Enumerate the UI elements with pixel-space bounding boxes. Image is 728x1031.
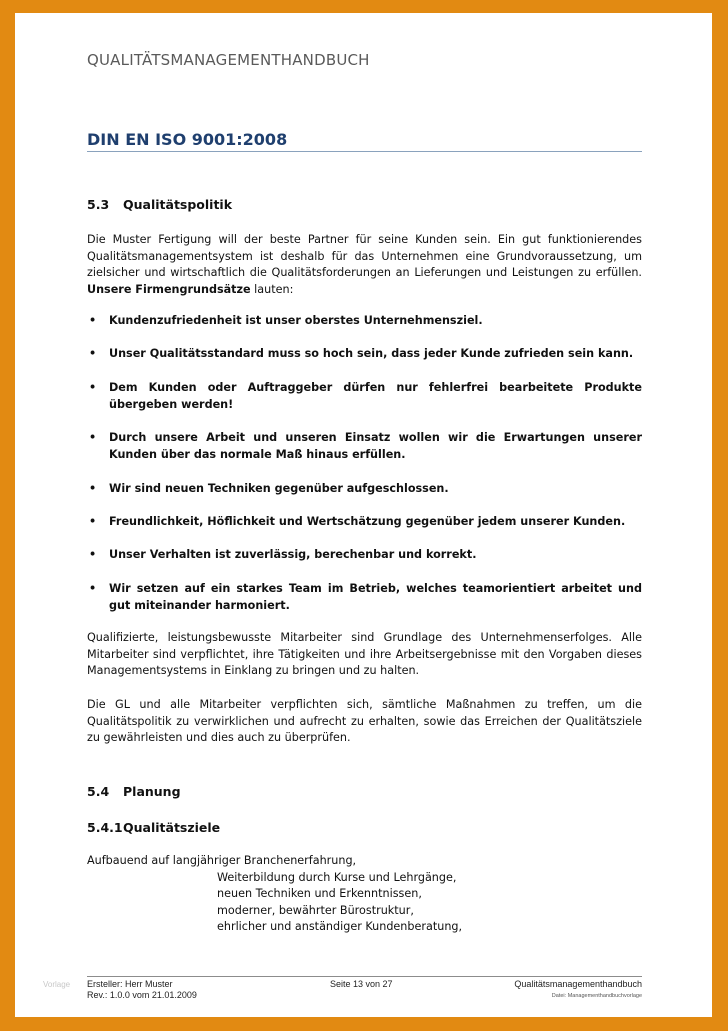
section-title: Planung — [123, 784, 181, 799]
policy-intro-paragraph — [87, 232, 642, 298]
subsection-heading-5-4-1 — [87, 820, 220, 835]
goals-line: Aufbauend auf langjähriger Branchenerfahrung, — [87, 854, 357, 867]
footer-page-number: Seite 13 von 27 — [330, 979, 393, 989]
list-item — [87, 547, 642, 564]
document-title: QUALITÄTSMANAGEMENTHANDBUCH — [87, 51, 370, 69]
section-number: 5.3 — [87, 197, 110, 212]
bullet-icon: • — [89, 314, 97, 327]
employees-paragraph: Qualifizierte, leistungsbewusste Mitarbeiter sind Grundlage des Unternehmenserfolges. Alle Mitarbeiter sind verpflichtet, ihre Tätigkeiten und ihre Arbeitsergebnisse mit den Vorgaben dieses Managementsystems in Einklang zu bringen und zu halten. — [87, 631, 642, 677]
principle-text: Kundenzufriedenheit ist unser oberstes Unternehmensziel. — [109, 314, 483, 327]
footer-divider — [87, 976, 642, 977]
section-title: Qualitätsziele — [123, 820, 221, 835]
list-item — [87, 481, 642, 498]
section-number: 5.4.1 — [87, 820, 123, 835]
section-title: Qualitätspolitik — [123, 197, 233, 212]
bullet-icon: • — [89, 548, 97, 561]
goals-line: ehrlicher und anständiger Kundenberatung, — [217, 920, 463, 933]
list-item — [87, 346, 642, 363]
bullet-icon: • — [89, 381, 97, 394]
bullet-icon: • — [89, 347, 97, 360]
policy-intro-text: Die Muster Fertigung will der beste Partner für seine Kunden sein. Ein gut funktionierendes Qualitätsmanagementsystem ist deshalb für das Unternehmen eine Grundvoraussetzung, um zielsicher und wirtschaftlich die Qualitätsforderungen an Lieferungen und Leistungen zu erfüllen. — [87, 233, 642, 279]
footer-file-name: Datei: Managementhandbuchvorlage — [551, 993, 642, 999]
standard-heading: DIN EN ISO 9001:2008 — [87, 130, 642, 152]
list-item — [87, 514, 642, 531]
commitment-paragraph: Die GL und alle Mitarbeiter verpflichten sich, sämtliche Maßnahmen zu treffen, um die Qualitätspolitik zu verwirklichen und aufrecht zu erhalten, sowie das Erreichen der Qualitätsziele zu gewährleisten und dies auch zu überprüfen. — [87, 698, 642, 744]
principle-text: Unser Qualitätsstandard muss so hoch sein, dass jeder Kunde zufrieden sein kann. — [109, 347, 634, 360]
principle-text: Dem Kunden oder Auftraggeber dürfen nur fehlerfrei bearbeitete Produkte übergeben werden! — [109, 381, 642, 411]
document-page — [15, 13, 712, 1017]
bullet-icon: • — [89, 431, 97, 444]
footer-author: Ersteller: Herr Muster — [87, 979, 173, 989]
principle-text: Freundlichkeit, Höflichkeit und Wertschätzung gegenüber jedem unserer Kunden. — [109, 515, 626, 528]
bullet-icon: • — [89, 515, 97, 528]
principle-text: Unser Verhalten ist zuverlässig, berechenbar und korrekt. — [109, 548, 477, 561]
section-number: 5.4 — [87, 784, 110, 799]
bullet-icon: • — [89, 582, 97, 595]
goals-line: Weiterbildung durch Kurse und Lehrgänge, — [217, 871, 457, 884]
watermark: Vorlage — [43, 980, 71, 989]
list-item — [87, 380, 642, 413]
footer-revision: Rev.: 1.0.0 vom 21.01.2009 — [87, 990, 197, 1000]
list-item — [87, 313, 642, 330]
principle-text: Durch unsere Arbeit und unseren Einsatz wollen wir die Erwartungen unserer Kunden über das normale Maß hinaus erfüllen. — [109, 431, 642, 461]
goals-line: moderner, bewährter Bürostruktur, — [217, 904, 414, 917]
principle-text: Wir sind neuen Techniken gegenüber aufgeschlossen. — [109, 482, 449, 495]
policy-intro-bold: Unsere Firmengrundsätze — [87, 282, 251, 296]
policy-intro-end: lauten: — [250, 282, 294, 296]
footer-document-name: Qualitätsmanagementhandbuch — [514, 979, 642, 989]
section-heading-5-4 — [87, 784, 181, 799]
goals-line: neuen Techniken und Erkenntnissen, — [217, 887, 422, 900]
bullet-icon: • — [89, 482, 97, 495]
list-item — [87, 430, 642, 463]
list-item — [87, 581, 642, 614]
principle-text: Wir setzen auf ein starkes Team im Betrieb, welches teamorientiert arbeitet und gut miteinander harmoniert. — [109, 582, 642, 612]
section-heading-5-3 — [87, 197, 232, 212]
